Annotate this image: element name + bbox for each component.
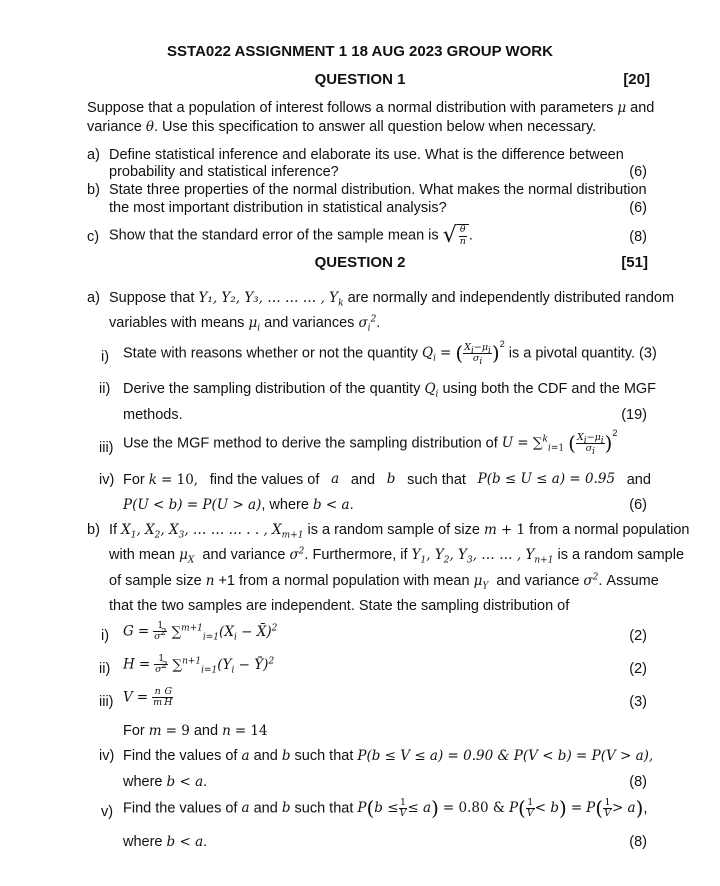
q2-b-v-line2: where b < a. — [123, 834, 208, 850]
q2-a-ii-line2: methods. — [123, 407, 183, 423]
q2-b-v-label: v) — [101, 804, 114, 820]
q1-c-label: c) — [87, 229, 100, 245]
q2-b-ii-marks: (2) — [629, 661, 647, 677]
q2-a-iv-line1: For k = 10, find the values of a and b such that P(b ≤ U ≤ a) = 0.95 and — [123, 471, 651, 488]
q2-a-label: a) — [87, 290, 100, 306]
question-1-heading: QUESTION 1 — [314, 71, 406, 88]
q2-b-iv-marks: (8) — [629, 774, 647, 790]
assignment-title: SSTA022 ASSIGNMENT 1 18 AUG 2023 GROUP WORK — [167, 43, 553, 60]
q1-b-label: b) — [87, 182, 100, 198]
q2-b-iv-line2: where b < a. — [123, 774, 208, 790]
q2-b-for-line: For m = 9 and n = 14 — [123, 723, 268, 739]
q2-b-v-marks: (8) — [629, 834, 647, 850]
q2-b-i-label: i) — [101, 628, 110, 644]
q2-b-iv-line1: Find the values of a and b such that P(b ≤ V ≤ a) = 0.90 & P(V < b) = P(V > a), — [123, 748, 654, 764]
q2-b-line3: of sample size n +1 from a normal population with mean $\mu_Y$ and variance $\sigma^2$. Assume — [109, 572, 659, 592]
q2-a-iv-line2: P(U < b) = P(U > a), where b < a. — [123, 497, 354, 513]
q2-b-i-formula: G = $\frac{1}{\sigma^2}$ $\sum^{m+1}_{i=1}(X_i$ − X̄)$^2$ — [123, 620, 278, 643]
q2-a-iii-text: Use the MGF method to derive the sampling distribution of U = ∑$^k_{i=1}$ ( $\frac{X_i-\mu_i}{\sigma_i}$ )$^2$ — [123, 428, 618, 457]
q2-a-line1: Suppose that Y₁, Y₂, Y₃, … … … , $Y_k$ are normally and independently distributed random — [109, 290, 675, 309]
q2-b-line2: with mean $\mu_X$ and variance $\sigma^2$. Furthermore, if $Y_1$, $Y_2$, $Y_3$, … … , $Y_{n+1}$ is a random sample — [109, 546, 685, 566]
q2-a-line2: variables with means $\mu_i$ and variances $\sigma_i^2$. — [109, 314, 381, 334]
question-2-marks: [51] — [621, 254, 648, 271]
q2-b-ii-formula: H = $\frac{1}{\sigma^2}$ $\sum^{n+1}_{i=1}(Y_i$ − Ȳ)$^2$ — [123, 653, 275, 676]
question-2-heading: QUESTION 2 — [314, 254, 406, 271]
q2-b-line1: If $X_1$, $X_2$, $X_3$, … … … . . , $X_{m+1}$ is a random sample of size m + 1 from a normal population — [109, 522, 690, 541]
q1-c-marks: (8) — [629, 229, 647, 245]
q1-a-line2: probability and statistical inference? — [109, 164, 339, 180]
q2-b-iii-formula: V = $\frac{n}{m}$ $\frac{G}{H}$ — [123, 686, 173, 709]
q1-c-text: Show that the standard error of the sample mean is √ $\frac{\theta}{n}$ . — [109, 223, 473, 248]
question-1-marks: [20] — [623, 71, 650, 88]
q2-b-i-marks: (2) — [629, 628, 647, 644]
q2-a-iii-label: iii) — [99, 440, 114, 456]
q2-a-iv-marks: (6) — [629, 497, 647, 513]
q2-a-ii-label: ii) — [99, 381, 111, 397]
q2-a-i-text: State with reasons whether or not the quantity $Q_i$ = ( $\frac{X_i-\mu_i}{\sigma_i}$ )$^2$ is a pivotal quantity. (3) — [123, 339, 657, 367]
q2-a-ii-marks: (19) — [621, 407, 647, 423]
q2-b-label: b) — [87, 522, 100, 538]
q2-b-ii-label: ii) — [99, 661, 111, 677]
q1-intro-line1: Suppose that a population of interest follows a normal distribution with parameters μ and — [87, 100, 655, 116]
q2-b-v-line1: Find the values of a and b such that P(b ≤ $\frac{1}{V}$ ≤ a) = 0.80 & P( $\frac{1}{V}$ < b) = P( $\frac{1}{V}$ > a), — [123, 796, 648, 820]
q2-b-iv-label: iv) — [99, 748, 115, 764]
q2-b-iii-marks: (3) — [629, 694, 647, 710]
q1-a-line1: Define statistical inference and elaborate its use. What is the difference between — [109, 147, 624, 163]
q1-b-line2: the most important distribution in statistical analysis? — [109, 200, 447, 216]
q2-a-ii-line1: Derive the sampling distribution of the quantity $Q_i$ using both the CDF and the MGF — [123, 381, 657, 400]
q1-a-marks: (6) — [629, 164, 647, 180]
q1-b-marks: (6) — [629, 200, 647, 216]
q2-a-iv-label: iv) — [99, 472, 115, 488]
sqrt-theta-over-n: √ $\frac{\theta}{n}$ — [443, 222, 469, 250]
q2-b-iii-label: iii) — [99, 694, 114, 710]
q1-b-line1: State three properties of the normal distribution. What makes the normal distribution — [109, 182, 647, 198]
q2-a-i-label: i) — [101, 349, 110, 365]
q1-intro-line2: variance θ. Use this specification to answer all question below when necessary. — [87, 119, 597, 135]
q2-b-line4: that the two samples are independent. State the sampling distribution of — [109, 598, 570, 614]
q1-a-label: a) — [87, 147, 100, 163]
